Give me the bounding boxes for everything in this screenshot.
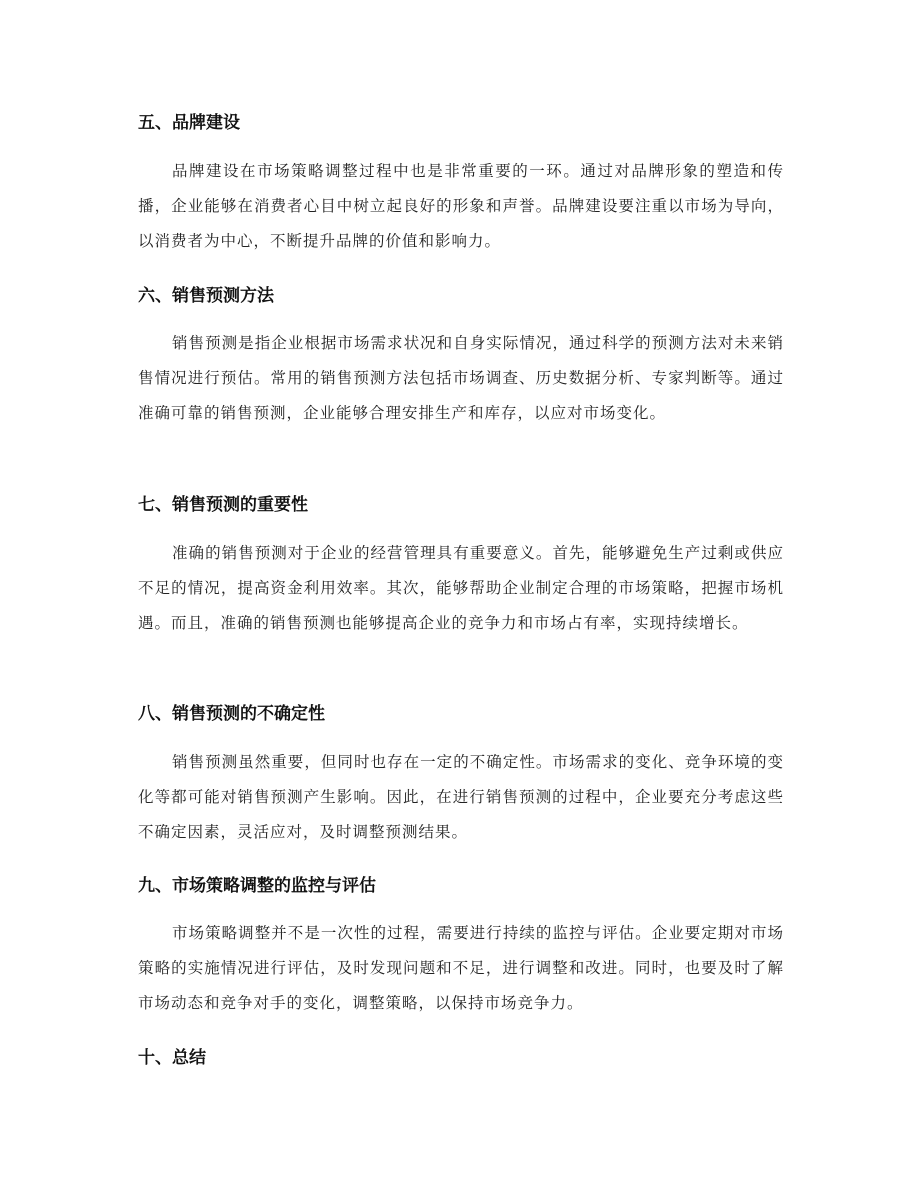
section-5-heading: 五、品牌建设 xyxy=(138,113,240,133)
section-10-heading: 十、总结 xyxy=(138,1048,206,1068)
section-7-heading: 七、销售预测的重要性 xyxy=(138,495,308,515)
section-5-paragraph: 品牌建设在市场策略调整过程中也是非常重要的一环。通过对品牌形象的塑造和传播，企业能够在消费者心目中树立起良好的形象和声誉。品牌建设要注重以市场为导向，以消费者为中心，不断提升品牌的价值和影响力。 xyxy=(138,162,784,250)
section-9-heading: 九、市场策略调整的监控与评估 xyxy=(138,876,376,896)
section-9-paragraph: 市场策略调整并不是一次性的过程，需要进行持续的监控与评估。企业要定期对市场策略的实施情况进行评估，及时发现问题和不足，进行调整和改进。同时，也要及时了解市场动态和竞争对手的变化，调整策略，以保持市场竞争力。 xyxy=(138,924,784,1012)
section-6-heading: 六、销售预测方法 xyxy=(138,286,274,306)
section-8-heading: 八、销售预测的不确定性 xyxy=(138,704,325,724)
section-7-paragraph: 准确的销售预测对于企业的经营管理具有重要意义。首先，能够避免生产过剩或供应不足的情况，提高资金利用效率。其次，能够帮助企业制定合理的市场策略，把握市场机遇。而且，准确的销售预测也能够提高企业的竞争力和市场占有率，实现持续增长。 xyxy=(138,544,784,632)
section-6-paragraph: 销售预测是指企业根据市场需求状况和自身实际情况，通过科学的预测方法对未来销售情况进行预估。常用的销售预测方法包括市场调查、历史数据分析、专家判断等。通过准确可靠的销售预测，企业能够合理安排生产和库存，以应对市场变化。 xyxy=(138,334,784,422)
section-8-paragraph: 销售预测虽然重要，但同时也存在一定的不确定性。市场需求的变化、竞争环境的变化等都可能对销售预测产生影响。因此，在进行销售预测的过程中，企业要充分考虑这些不确定因素，灵活应对，及时调整预测结果。 xyxy=(138,753,784,841)
